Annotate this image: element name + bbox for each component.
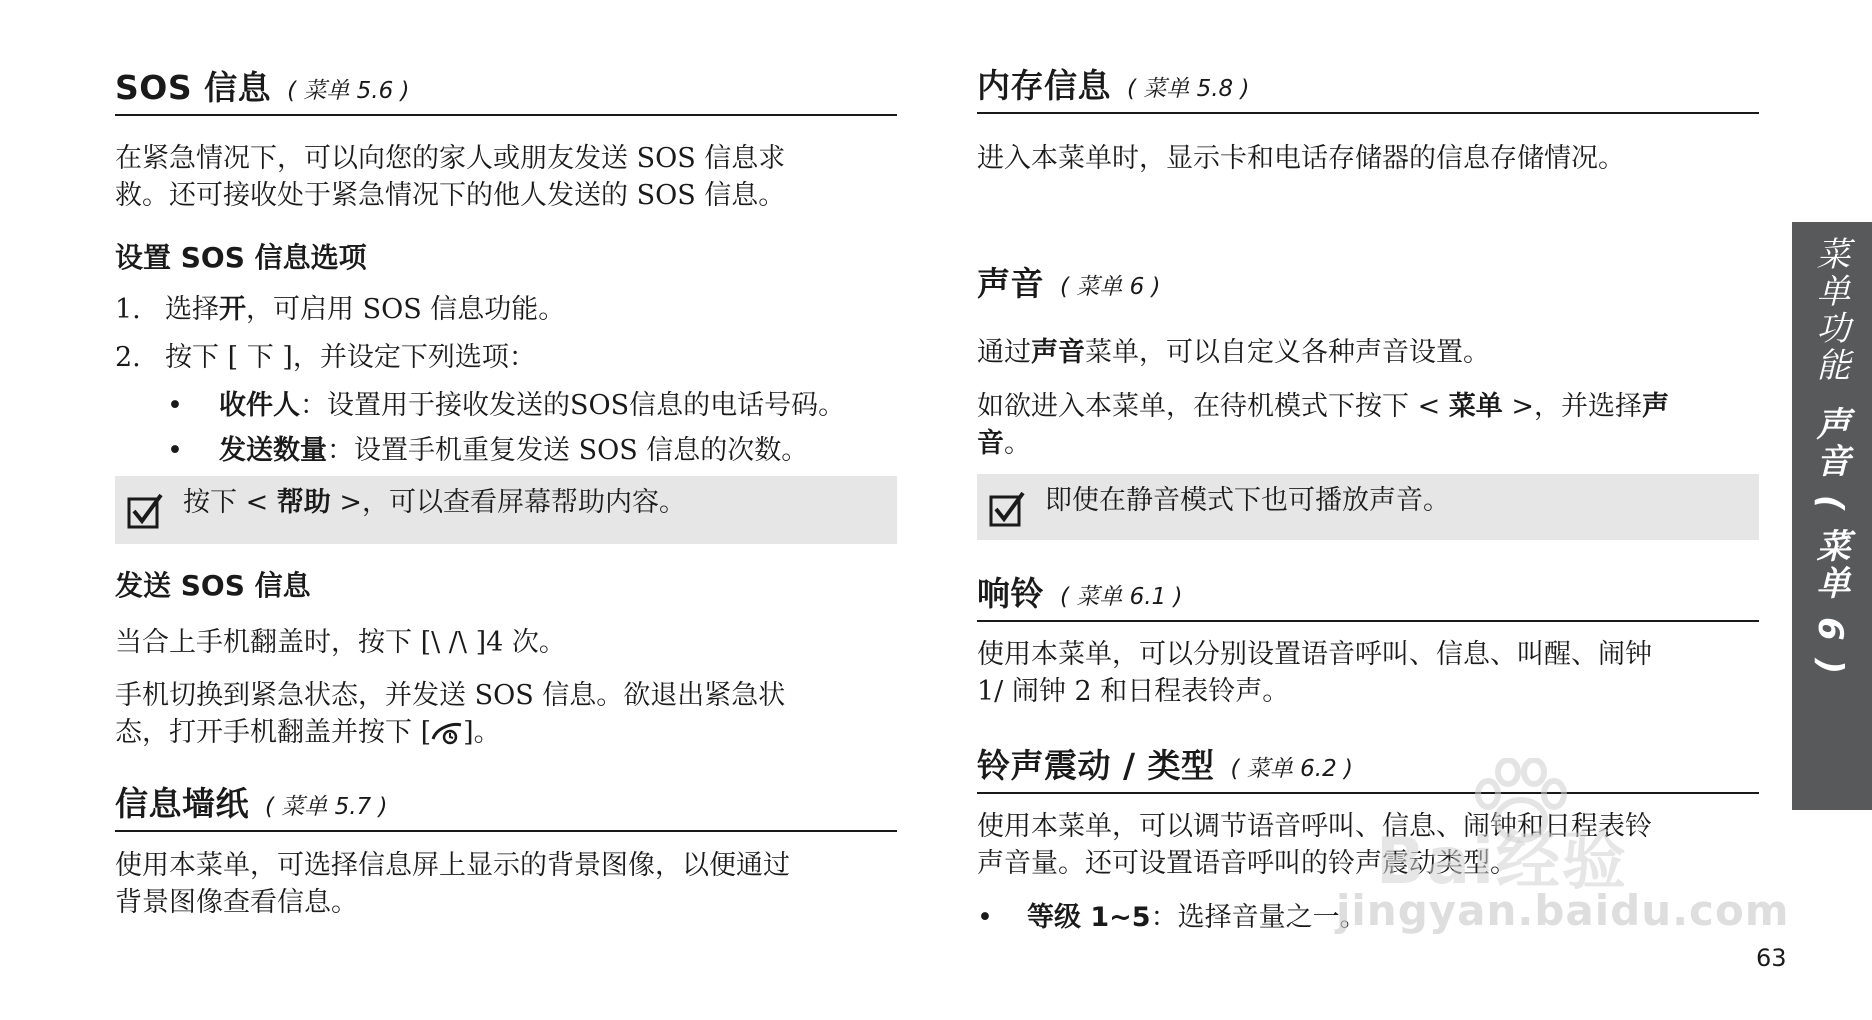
- bold-text: 菜单: [1448, 391, 1503, 422]
- text-line: [115, 714, 897, 751]
- section-title: 铃声震动 / 类型: [977, 746, 1215, 785]
- text: 通过: [977, 337, 1031, 368]
- page-number: 63: [1756, 944, 1787, 972]
- bold-text: 开: [219, 294, 246, 325]
- section-header-memory: [977, 66, 1759, 114]
- text: 按下 <: [183, 487, 277, 518]
- text-line: 声音量。还可设置语音呼叫的铃声震动类型。: [977, 848, 1517, 879]
- menu-reference: ( 菜单 5.6 ): [287, 78, 410, 104]
- text-line: 背景图像查看信息。: [115, 887, 358, 918]
- chapter-side-tab: [1792, 222, 1872, 810]
- subsection-title: 设置 SOS 信息选项: [115, 241, 367, 274]
- side-tab-label: [1806, 236, 1855, 677]
- note-box: [115, 476, 897, 544]
- section-title: 信息墙纸: [115, 784, 249, 823]
- menu-reference: ( 菜单 6 ): [1060, 274, 1161, 300]
- text-line: 使用本菜单，可选择信息屏上显示的背景图像，以便通过: [115, 850, 790, 881]
- text: 即使在静音模式下也可播放声音。: [1045, 485, 1450, 516]
- text-line: [977, 425, 1759, 462]
- bold-text: 声音: [1031, 337, 1085, 368]
- send-paragraph-2: [115, 677, 897, 751]
- step-number: 2.: [115, 342, 141, 373]
- volume-level-bullet: [977, 899, 1759, 936]
- subsection-title: 发送 SOS 信息: [115, 569, 311, 602]
- section-header-ring-vibration: [977, 746, 1759, 794]
- checkmark-icon: [127, 493, 163, 529]
- text: ：设置手机重复发送 SOS 信息的次数。: [327, 435, 809, 466]
- bold-text: 音: [977, 428, 1004, 459]
- bullet-icon: •: [167, 435, 183, 466]
- sos-intro: [115, 140, 897, 214]
- section-title: 响铃: [977, 574, 1044, 613]
- bold-text: 等级 1~5: [1027, 902, 1151, 933]
- step-2: [115, 339, 897, 376]
- text-line: 在紧急情况下，可以向您的家人或朋友发送 SOS 信息求: [115, 143, 786, 174]
- step-number: 1.: [115, 294, 141, 325]
- bullet-icon: •: [977, 902, 993, 933]
- text-line: 1/ 闹钟 2 和日程表铃声。: [977, 676, 1290, 707]
- bold-text: 发送数量: [219, 435, 327, 466]
- section-header-sos: [115, 68, 897, 116]
- text-line: 救。还可接收处于紧急情况下的他人发送的 SOS 信息。: [115, 180, 786, 211]
- text: 。: [1004, 428, 1031, 459]
- step-1: [115, 291, 897, 328]
- section-header-sound: [977, 266, 1759, 310]
- menu-reference: ( 菜单 6.2 ): [1230, 756, 1353, 782]
- text: >，并选择: [1502, 391, 1643, 422]
- end-call-icon: [431, 719, 463, 745]
- send-paragraph-1: 当合上手机翻盖时，按下 [\ /\ ]4 次。: [115, 627, 566, 658]
- text: ：选择音量之一。: [1150, 902, 1367, 933]
- text: 选择: [165, 294, 219, 325]
- sound-paragraph-2: [977, 388, 1759, 462]
- memory-description: 进入本菜单时，显示卡和电话存储器的信息存储情况。: [977, 143, 1625, 174]
- section-label: 声音 ( 菜单 6 ): [1810, 406, 1850, 678]
- text: ，可启用 SOS 信息功能。: [246, 294, 566, 325]
- option-bullet-recipient: [115, 387, 897, 424]
- checkmark-icon: [989, 491, 1025, 527]
- section-title: 内存信息: [977, 66, 1111, 105]
- ringtone-description: [977, 636, 1759, 710]
- note-box: [977, 474, 1759, 540]
- sound-paragraph-1: [977, 334, 1759, 371]
- text: ]。: [463, 717, 501, 748]
- text: 按下 [ 下 ]，并设定下列选项：: [165, 342, 536, 373]
- bold-text: 声: [1642, 391, 1670, 422]
- menu-reference: ( 菜单 5.8 ): [1127, 76, 1250, 102]
- watermark-url: jingyan.baidu.com: [1336, 886, 1790, 935]
- text-line: 手机切换到紧急状态，并发送 SOS 信息。欲退出紧急状: [115, 680, 786, 711]
- text: ：设置用于接收发送的SOS信息的电话号码。: [300, 390, 846, 421]
- text: 如欲进入本菜单，在待机模式下按下 <: [977, 391, 1449, 422]
- section-title: 声音: [977, 264, 1044, 303]
- menu-reference: ( 菜单 6.1 ): [1060, 584, 1183, 610]
- text-line: 使用本菜单，可以分别设置语音呼叫、信息、叫醒、闹钟: [977, 639, 1652, 670]
- option-bullet-count: [115, 432, 897, 469]
- wallpaper-description: [115, 847, 897, 921]
- text: 菜单，可以自定义各种声音设置。: [1085, 337, 1490, 368]
- ring-vibration-description: [977, 808, 1759, 882]
- section-title: SOS 信息: [115, 68, 272, 107]
- menu-reference: ( 菜单 5.7 ): [265, 794, 388, 820]
- chapter-label: 菜单功能: [1810, 236, 1850, 384]
- bold-text: 帮助: [276, 487, 331, 518]
- text-line: 使用本菜单，可以调节语音呼叫、信息、闹钟和日程表铃: [977, 811, 1652, 842]
- bullet-icon: •: [167, 390, 183, 421]
- text: >，可以查看屏幕帮助内容。: [330, 487, 687, 518]
- text-line: [977, 388, 1759, 425]
- section-header-wallpaper: [115, 784, 897, 832]
- bold-text: 收件人: [219, 390, 300, 421]
- section-header-ringtone: [977, 574, 1759, 622]
- text: 态，打开手机翻盖并按下 [: [115, 717, 432, 748]
- watermark-brand: Bai经验: [1376, 825, 1628, 899]
